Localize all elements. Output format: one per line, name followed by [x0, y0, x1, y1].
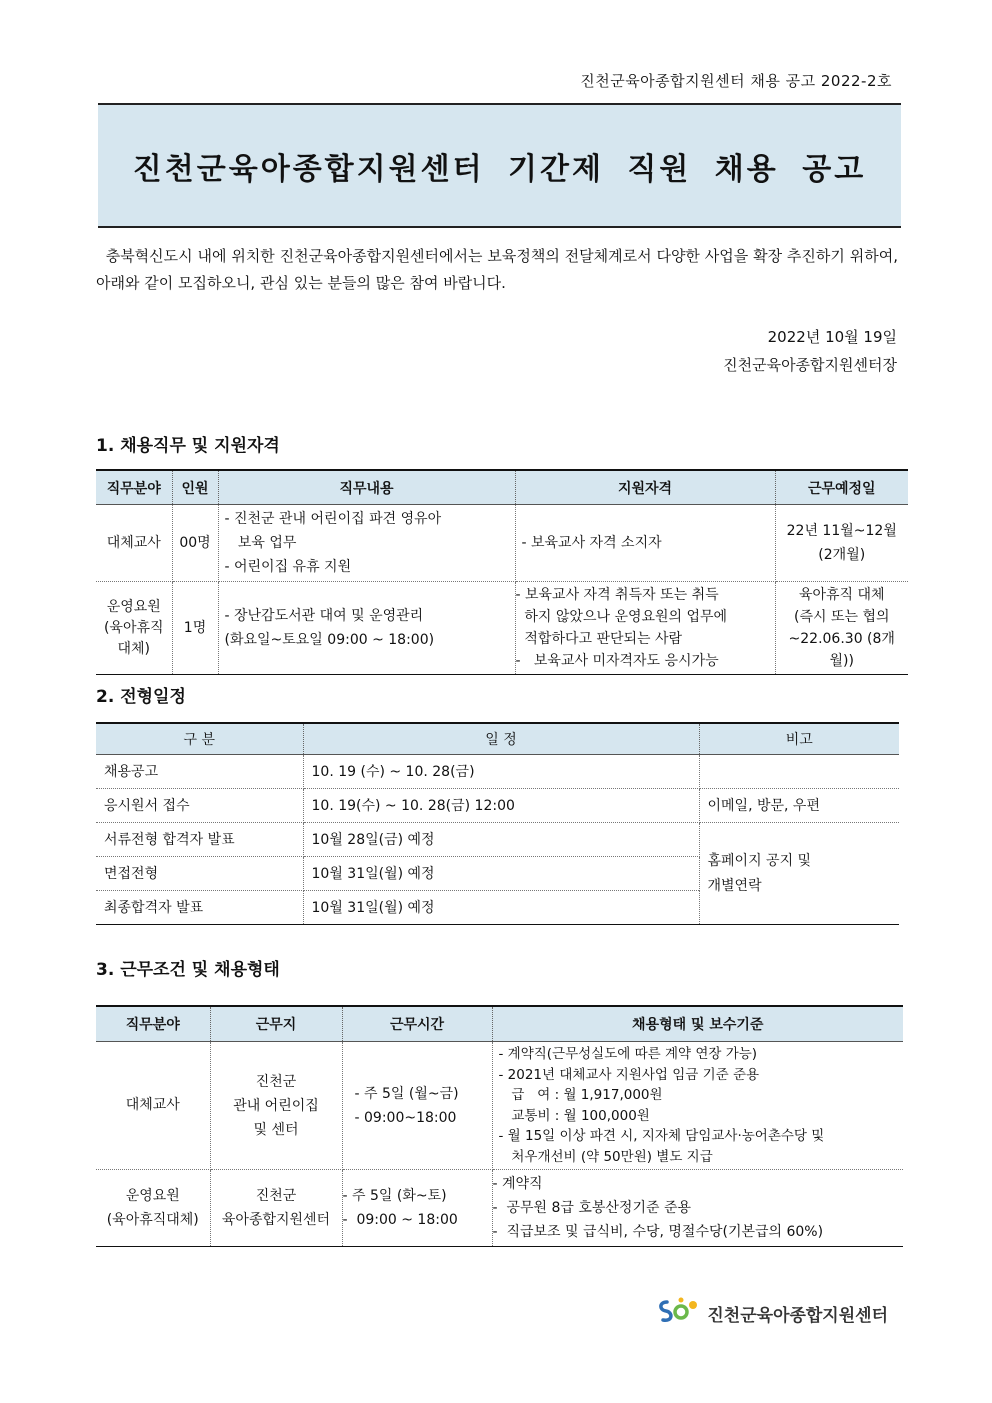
stage-date: 10. 19 (수) ~ 10. 28(금) [303, 755, 699, 789]
header-cell: 비고 [699, 723, 899, 755]
stage-date: 10. 19(수) ~ 10. 28(금) 12:00 [303, 789, 699, 823]
count-cell: 00명 [172, 505, 218, 582]
schedule-table [96, 722, 899, 925]
qualification-line: - 보육교사 자격 취득자 또는 취득 [515, 587, 719, 603]
table-row [96, 823, 899, 857]
header-cell: 근무시간 [342, 1006, 492, 1042]
note-line: 개별연락 [707, 877, 762, 894]
terms-cell [492, 1042, 903, 1170]
terms-line: - 직급보조 및 급식비, 수당, 명절수당(기본급의 60%) [492, 1224, 824, 1240]
stage-note [699, 755, 899, 789]
terms-line: - 월 15일 이상 파견 시, 지자체 담임교사·농어촌수당 및 [498, 1128, 825, 1144]
hours-line: - 주 5일 (화~토) [342, 1188, 447, 1204]
qualification-line: - 보육교사 미자격자도 응시가능 [515, 653, 719, 669]
section3-title: 3. 근무조건 및 채용형태 [96, 960, 280, 980]
duty-line: - 장난감도서관 대여 및 운영관리 [224, 608, 424, 624]
qualification-line: 적합하다고 판단되는 사람 [515, 631, 683, 647]
stage-label: 채용공고 [96, 755, 303, 789]
field-line: (육아휴직 [103, 619, 164, 636]
duties-cell [218, 505, 515, 582]
header-cell: 지원자격 [515, 470, 775, 505]
table-row [96, 1170, 903, 1247]
logo-text: 진천군육아종합지원센터 [707, 1306, 888, 1326]
duties-cell [218, 582, 515, 675]
place-cell [210, 1170, 342, 1247]
place-line: 관내 어린이집 [233, 1097, 319, 1114]
terms-line: 급 여 : 월 1,917,000원 [498, 1087, 663, 1103]
terms-cell [492, 1170, 903, 1247]
field-line: 운영요원 [106, 598, 161, 615]
field-line: 운영요원 [125, 1188, 180, 1204]
stage-label: 서류전형 합격자 발표 [96, 823, 303, 857]
qualification-cell [515, 505, 775, 582]
schedule-cell [775, 505, 908, 582]
duty-line: (화요일~토요일 09:00 ~ 18:00) [224, 632, 435, 648]
hours-line: - 09:00~18:00 [354, 1109, 457, 1126]
header-cell: 직무내용 [218, 470, 515, 505]
schedule-line: 22년 11월~12월 [786, 523, 897, 539]
section1-title: 1. 채용직무 및 지원자격 [96, 436, 280, 456]
header-cell: 직무분야 [96, 470, 172, 505]
field-cell [96, 1170, 210, 1247]
stage-note-merged [699, 823, 899, 925]
terms-line: - 공무원 8급 호봉산정기준 준용 [492, 1200, 691, 1216]
duty-line: - 진천군 관내 어린이집 파견 영유아 [224, 511, 442, 527]
organization-logo [657, 1296, 888, 1331]
schedule-line: ~22.06.30 (8개월)) [788, 631, 895, 669]
hours-cell [342, 1170, 492, 1247]
place-line: 진천군 [255, 1188, 297, 1204]
stage-note: 이메일, 방문, 우편 [699, 789, 899, 823]
title-banner [98, 103, 901, 228]
field-cell: 대체교사 [96, 505, 172, 582]
table-row [96, 582, 908, 675]
qualification-table [96, 469, 908, 675]
hours-line: - 09:00 ~ 18:00 [342, 1212, 458, 1228]
table-header-row [96, 1006, 903, 1042]
note-line: 홈페이지 공지 및 [707, 852, 812, 869]
field-cell [96, 582, 172, 675]
table-header-row [96, 470, 908, 505]
header-cell: 직무분야 [96, 1006, 210, 1042]
terms-line: 교통비 : 월 100,000원 [498, 1107, 650, 1124]
announcement-date: 2022년 10월 19일 [767, 328, 897, 346]
field-cell: 대체교사 [96, 1042, 210, 1170]
issuer-name: 진천군육아종합지원센터장 [723, 356, 897, 374]
duty-line: 보육 업무 [224, 535, 297, 551]
stage-date: 10월 28일(금) 예정 [303, 823, 699, 857]
page-title: 진천군육아종합지원센터 기간제 직원 채용 공고 [132, 151, 867, 187]
table-header-row [96, 723, 899, 755]
field-line: (육아휴직대체) [106, 1212, 199, 1228]
section2-title: 2. 전형일정 [96, 687, 186, 707]
document-number: 진천군육아종합지원센터 채용 공고 2022-2호 [580, 72, 892, 90]
working-conditions-table [96, 1005, 903, 1247]
terms-line: 처우개선비 (약 50만원) 별도 지급 [498, 1148, 713, 1165]
header-cell: 채용형태 및 보수기준 [492, 1006, 903, 1042]
stage-label: 응시원서 접수 [96, 789, 303, 823]
table-row [96, 505, 908, 582]
hours-cell [342, 1042, 492, 1170]
place-cell [210, 1042, 342, 1170]
hours-line: - 주 5일 (월~금) [354, 1085, 459, 1102]
field-line: 대체) [117, 640, 150, 657]
intro-paragraph [96, 243, 898, 297]
schedule-line: (2개월) [818, 547, 866, 563]
header-cell: 구 분 [96, 723, 303, 755]
table-row [96, 789, 899, 823]
header-cell: 근무지 [210, 1006, 342, 1042]
stage-date: 10월 31일(월) 예정 [303, 891, 699, 925]
schedule-line: (즉시 또는 협의 [793, 609, 890, 625]
table-row [96, 755, 899, 789]
intro-text: 충북혁신도시 내에 위치한 진천군육아종합지원센터에서는 보육정책의 전달체계로서 다양한 사업을 확장 추진하기 위하여, 아래와 같이 모집하오니, 관심 있는 분들의 많은 참여 바랍니다. [96, 247, 898, 292]
header-cell: 인원 [172, 470, 218, 505]
qualification-line: - 보육교사 자격 소지자 [521, 535, 662, 551]
stage-label: 면접전형 [96, 857, 303, 891]
stage-label: 최종합격자 발표 [96, 891, 303, 925]
signature-block [723, 323, 897, 379]
childcare-center-logo-icon [657, 1296, 701, 1331]
place-line: 진천군 [255, 1073, 297, 1090]
terms-line: - 계약직 [492, 1176, 543, 1192]
place-line: 및 센터 [253, 1121, 299, 1138]
terms-line: - 계약직(근무성실도에 따른 계약 연장 가능) [498, 1046, 758, 1062]
terms-line: - 2021년 대체교사 지원사업 임금 기준 준용 [498, 1066, 760, 1083]
count-cell: 1명 [172, 582, 218, 675]
duty-line: - 어린이집 유휴 지원 [224, 559, 352, 575]
schedule-line: 육아휴직 대체 [798, 587, 885, 603]
schedule-cell [775, 582, 908, 675]
place-line: 육아종합지원센터 [221, 1212, 331, 1228]
header-cell: 일 정 [303, 723, 699, 755]
table-row [96, 1042, 903, 1170]
qualification-cell [515, 582, 775, 675]
stage-date: 10월 31일(월) 예정 [303, 857, 699, 891]
header-cell: 근무예정일 [775, 470, 908, 505]
qualification-line: 하지 않았으나 운영요원의 업무에 [515, 609, 728, 625]
